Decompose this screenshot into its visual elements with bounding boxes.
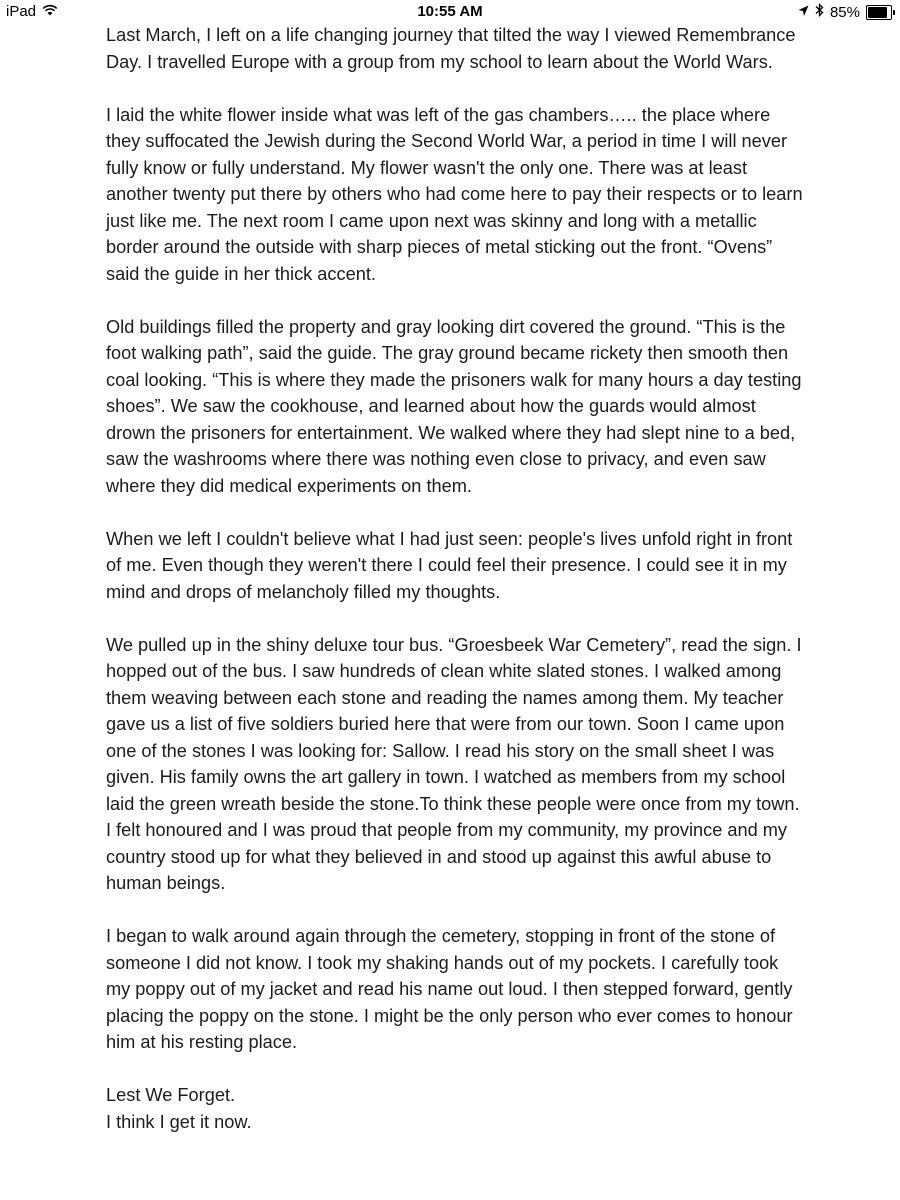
document-body <box>106 22 806 1135</box>
clock: 10:55 AM <box>417 3 483 20</box>
paragraph: We pulled up in the shiny deluxe tour bus. “Groesbeek War Cemetery”, read the sign. I hopped out of the bus. I saw hundreds of clean white slated stones. I walked among them weaving between each stone and reading the names among them. My teacher gave us a list of five soldiers buried here that were from our town. Soon I came upon one of the stones I was looking for: Sallow. I read his story on the small sheet I was given. His family owns the art gallery in town. I watched as members from my school laid the green wreath beside the stone.To think these people were once from my town. I felt honoured and I was proud that people from my community, my province and my country stood up for what they believed in and stood up against this awful abuse to human beings. <box>106 634 802 893</box>
bluetooth-icon <box>815 3 824 21</box>
paragraph: Last March, I left on a life changing journey that tilted the way I viewed Remembrance Day. I travelled Europe with a group from my school to learn about the World Wars. <box>106 25 796 72</box>
paragraph: I began to walk around again through the cemetery, stopping in front of the stone of someone I did not know. I took my shaking hands out of my pockets. I carefully took my poppy out of my jacket and read his name out loud. I then stepped forward, gently placing the poppy on the stone. I might be the only person who ever comes to honour him at his resting place. <box>106 926 793 1052</box>
device-name: iPad <box>6 3 37 20</box>
paragraph: When we left I couldn't believe what I had just seen: people's lives unfold right in front of me. Even though they weren't there I could feel their presence. I could see it in my mind and drops of melancholy filled my thoughts. <box>106 528 793 602</box>
closing-line: Lest We Forget. <box>106 1085 236 1105</box>
location-arrow-icon <box>798 4 809 21</box>
closing-line: I think I get it now. <box>106 1111 252 1132</box>
battery-icon <box>866 5 892 20</box>
status-bar-right <box>798 3 892 21</box>
battery-level-fill <box>868 7 887 18</box>
battery-percent: 85% <box>829 3 860 21</box>
paragraph: Old buildings filled the property and gray looking dirt covered the ground. “This is the foot walking path”, said the guide. The gray ground became rickety then smooth then coal looking. “This is where they made the prisoners walk for many hours a day testing shoes”. We saw the cookhouse, and learned about how the guards would almost drown the prisoners for entertainment. We walked where they had slept nine to a bed, saw the washrooms where there was nothing even close to privacy, and even saw where they did medical experiments on them. <box>106 316 802 496</box>
paragraph: I laid the white flower inside what was left of the gas chambers….. the place where they suffocated the Jewish during the Second World War, a period in time I will never fully know or fully understand. My flower wasn't the only one. There was at least another twenty put there by others who had come here to pay their respects or to learn just like me. The next room I came upon next was skinny and long with a metallic border around the outside with sharp pieces of metal sticking out the front. “Ovens” said the guide in her thick accent. <box>106 104 803 284</box>
status-bar <box>0 0 900 24</box>
